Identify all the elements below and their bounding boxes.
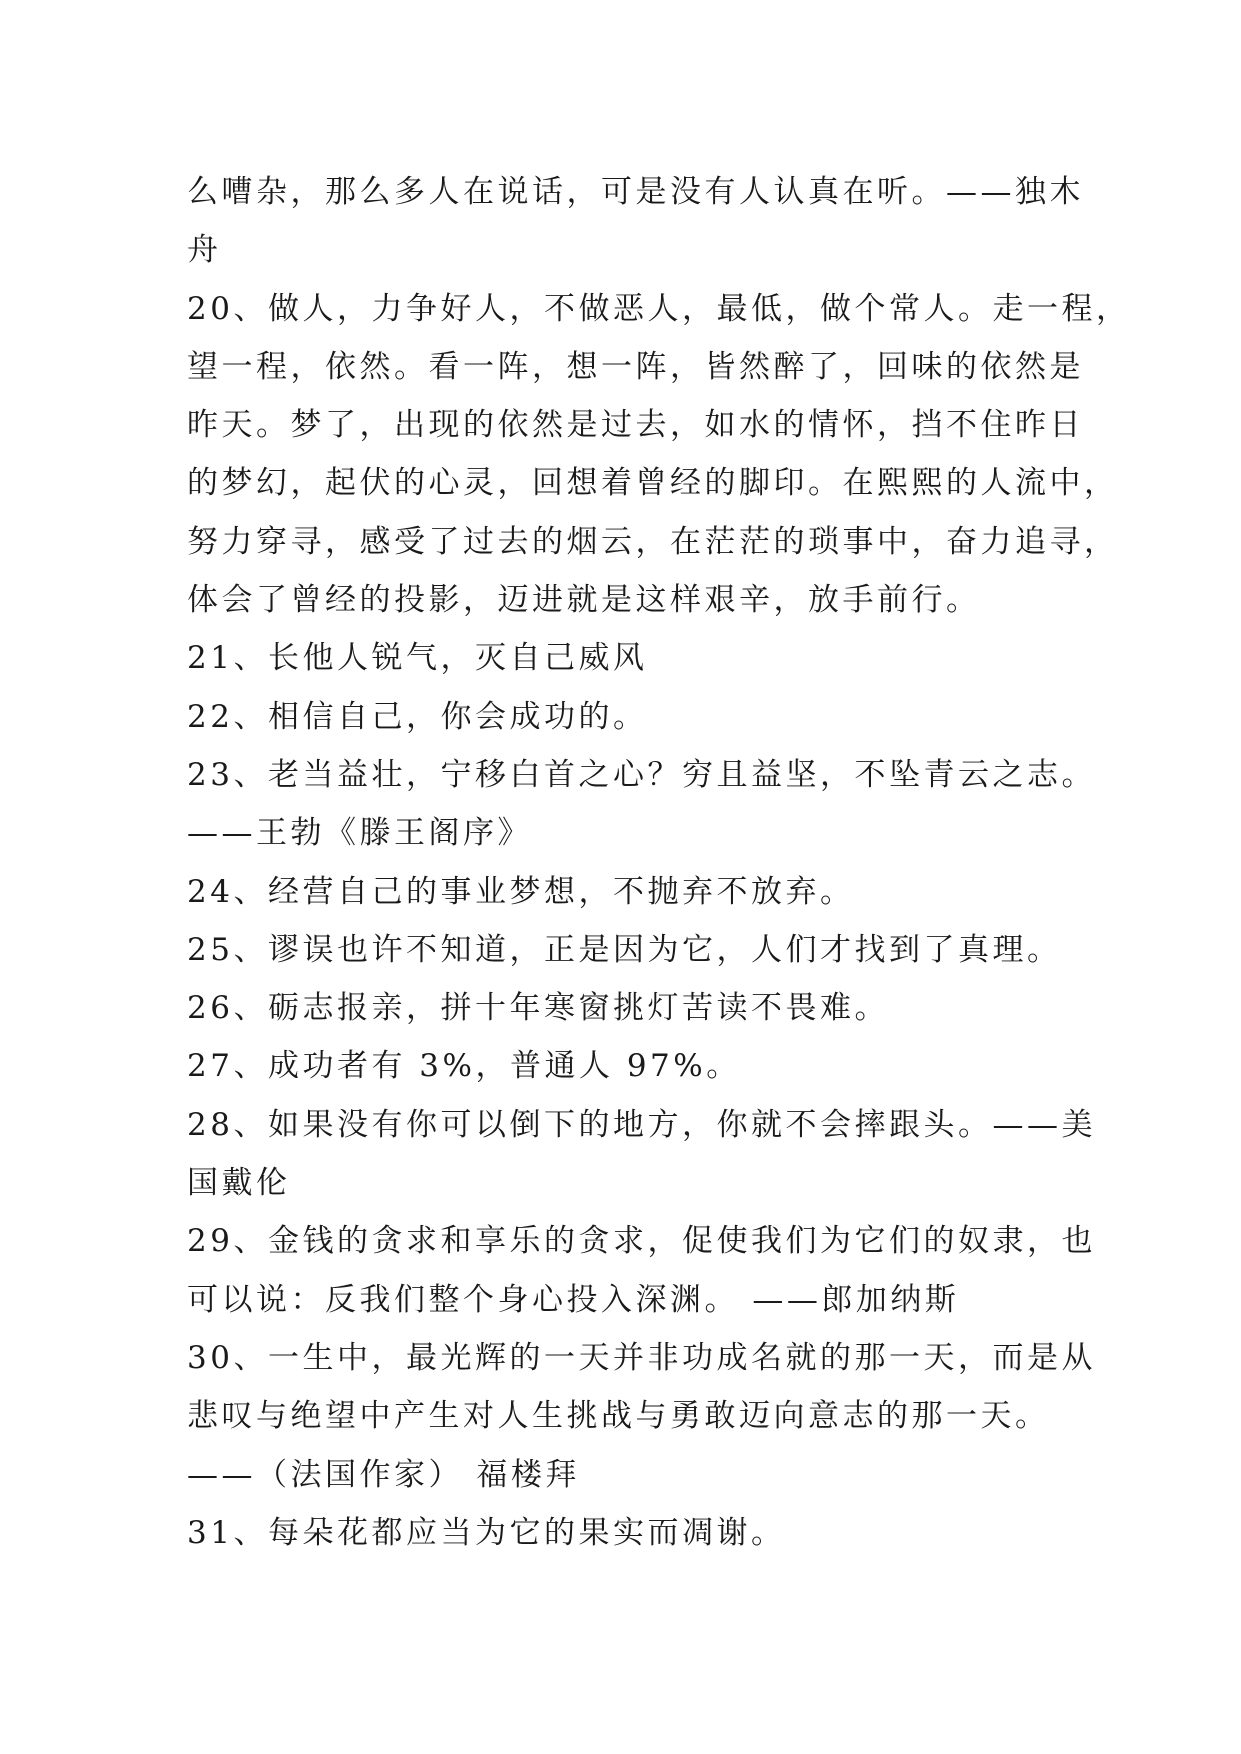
- text-line: 30、一生中，最光辉的一天并非功成名就的那一天，而是从: [187, 1339, 1096, 1376]
- text-line: 昨天。梦了，出现的依然是过去，如水的情怀，挡不住昨日: [187, 407, 1084, 444]
- text-line: 28、如果没有你可以倒下的地方，你就不会摔跟头。——美: [187, 1106, 1096, 1143]
- text-line: 29、金钱的贪求和享乐的贪求，促使我们为它们的奴隶，也: [187, 1223, 1096, 1260]
- text-line: 22、相信自己，你会成功的。: [187, 698, 648, 735]
- text-line: 27、成功者有 3%，普通人 97%。: [187, 1048, 741, 1085]
- text-line: 体会了曾经的投影，迈进就是这样艰辛，放手前行。: [187, 582, 981, 619]
- text-line: 望一程，依然。看一阵，想一阵，皆然醉了，回味的依然是: [187, 348, 1084, 385]
- text-line: 努力穿寻，感受了过去的烟云，在茫茫的琐事中，奋力追寻，: [187, 523, 1119, 560]
- text-line: 国戴伦: [187, 1165, 291, 1202]
- text-line: 21、长他人锐气，灭自己威风: [187, 640, 648, 677]
- text-line: 的梦幻，起伏的心灵，回想着曾经的脚印。在熙熙的人流中，: [187, 465, 1119, 502]
- text-line: 可以说：反我们整个身心投入深渊。 ——郎加纳斯: [187, 1281, 960, 1318]
- document-body: [187, 163, 1131, 1562]
- text-line: 悲叹与绝望中产生对人生挑战与勇敢迈向意志的那一天。: [187, 1398, 1050, 1435]
- text-line: ——王勃《滕王阁序》: [187, 815, 532, 852]
- text-line: 么嘈杂，那么多人在说话，可是没有人认真在听。——独木: [187, 174, 1084, 210]
- text-line: 20、做人，力争好人，不做恶人，最低，做个常人。走一程，: [187, 290, 1131, 327]
- text-line: 24、经营自己的事业梦想，不抛弃不放弃。: [187, 873, 855, 910]
- text-line: 舟: [187, 232, 222, 269]
- text-line: 25、谬误也许不知道，正是因为它，人们才找到了真理。: [187, 931, 1062, 968]
- text-line: 23、老当益壮，宁移白首之心？穷且益坚，不坠青云之志。: [187, 756, 1096, 793]
- text-line: 31、每朵花都应当为它的果实而凋谢。: [187, 1514, 786, 1551]
- text-line: 26、砺志报亲，拼十年寒窗挑灯苦读不畏难。: [187, 990, 889, 1027]
- text-line: ——（法国作家） 福楼拜: [187, 1456, 580, 1493]
